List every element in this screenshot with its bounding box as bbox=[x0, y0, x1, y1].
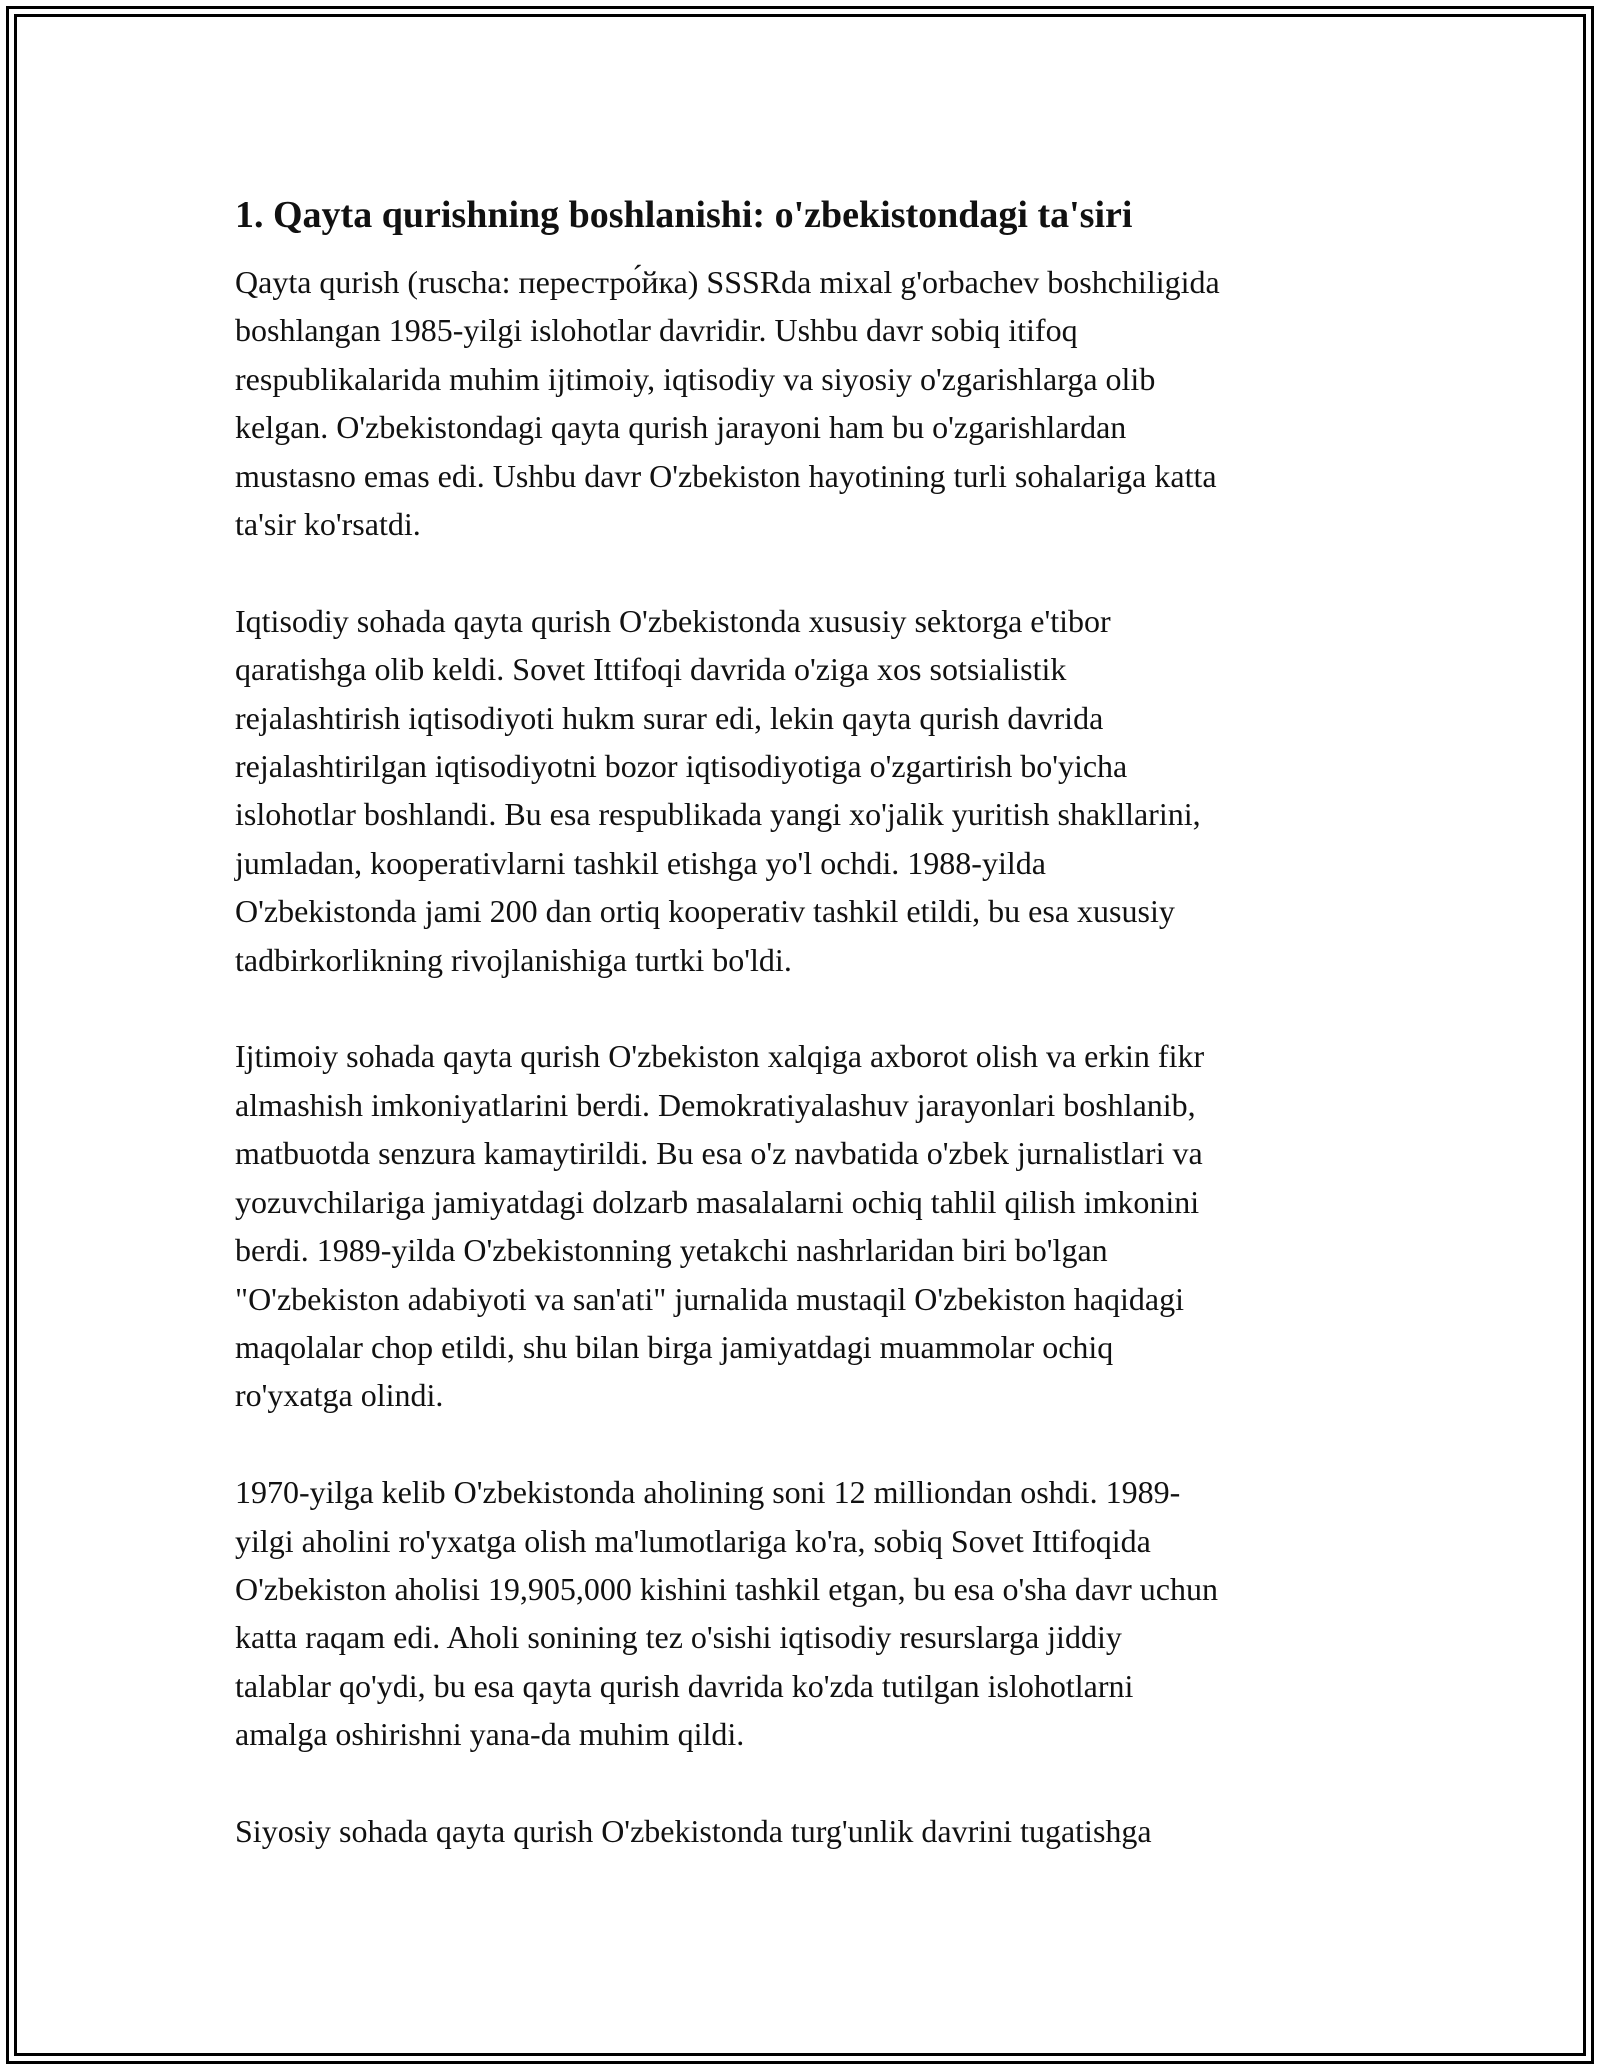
text-line: ta'sir ko'rsatdi. bbox=[235, 506, 421, 543]
text-line: maqolalar chop etildi, shu bilan birga jamiyatdagi muammolar ochiq bbox=[235, 1328, 1114, 1365]
text-line: talablar qo'ydi, bu esa qayta qurish davrida ko'zda tutilgan islohotlarni bbox=[235, 1667, 1134, 1704]
text-line: almashish imkoniyatlarini berdi. Demokratiyalashuv jarayonlari boshlanib, bbox=[235, 1086, 1196, 1123]
text-line: Iqtisodiy sohada qayta qurish O'zbekistonda xususiy sektorga e'tibor bbox=[235, 602, 1111, 639]
text-line: jumladan, kooperativlarni tashkil etishga yo'l ochdi. 1988-yilda bbox=[235, 844, 1046, 881]
text-line: berdi. 1989-yilda O'zbekistonning yetakchi nashrlaridan biri bo'lgan bbox=[235, 1232, 1108, 1269]
text-line: qaratishga olib keldi. Sovet Ittifoqi davrida o'ziga xos sotsialistik bbox=[235, 651, 1067, 688]
text-line: Siyosiy sohada qayta qurish O'zbekistonda turg'unlik davrini tugatishga bbox=[235, 1812, 1152, 1849]
text-line: O'zbekistonda jami 200 dan ortiq kooperativ tashkil etildi, bu esa xususiy bbox=[235, 893, 1175, 930]
paragraph-intro bbox=[235, 258, 1370, 548]
text-line: Qayta qurish (ruscha: перестро́йка) SSSRda mixal g'orbachev boshchiligida bbox=[235, 264, 1220, 300]
text-line: matbuotda senzura kamaytirildi. Bu esa o'z navbatida o'zbek jurnalistlari va bbox=[235, 1135, 1203, 1172]
paragraph-population bbox=[235, 1468, 1370, 1758]
text-line: respublikalarida muhim ijtimoiy, iqtisodiy va siyosiy o'zgarishlarga olib bbox=[235, 360, 1156, 397]
paragraph-political bbox=[235, 1807, 1370, 1855]
text-line: rejalashtirish iqtisodiyoti hukm surar edi, lekin qayta qurish davrida bbox=[235, 699, 1104, 736]
text-line: Ijtimoiy sohada qayta qurish O'zbekiston xalqiga axborot olish va erkin fikr bbox=[235, 1038, 1205, 1075]
text-line: kelgan. O'zbekistondagi qayta qurish jarayoni ham bu o'zgarishlardan bbox=[235, 409, 1127, 446]
text-line: mustasno emas edi. Ushbu davr O'zbekiston hayotining turli sohalariga katta bbox=[235, 457, 1217, 494]
paragraph-economic bbox=[235, 597, 1370, 984]
document-body bbox=[235, 190, 1370, 1904]
text-line: yozuvchilariga jamiyatdagi dolzarb masalalarni ochiq tahlil qilish imkonini bbox=[235, 1183, 1200, 1220]
text-line: "O'zbekiston adabiyoti va san'ati" jurnalida mustaqil O'zbekiston haqidagi bbox=[235, 1280, 1184, 1317]
text-line: tadbirkorlikning rivojlanishiga turtki bo'ldi. bbox=[235, 941, 792, 978]
text-line: yilgi aholini ro'yxatga olish ma'lumotlariga ko'ra, sobiq Sovet Ittifoqida bbox=[235, 1522, 1151, 1559]
text-line: 1970-yilga kelib O'zbekistonda aholining soni 12 milliondan oshdi. 1989- bbox=[235, 1474, 1181, 1511]
text-line: amalga oshirishni yana-da muhim qildi. bbox=[235, 1716, 745, 1753]
text-line: rejalashtirilgan iqtisodiyotni bozor iqtisodiyotiga o'zgartirish bo'yicha bbox=[235, 748, 1128, 785]
text-line: ro'yxatga olindi. bbox=[235, 1377, 444, 1414]
text-line: islohotlar boshlandi. Bu esa respublikada yangi xo'jalik yuritish shakllarini, bbox=[235, 796, 1201, 833]
page-title: 1. Qayta qurishning boshlanishi: o'zbekistondagi ta'siri bbox=[235, 194, 1133, 236]
paragraph-social bbox=[235, 1032, 1370, 1419]
text-line: boshlangan 1985-yilgi islohotlar davridir. Ushbu davr sobiq itifoq bbox=[235, 312, 1078, 349]
text-line: O'zbekiston aholisi 19,905,000 kishini tashkil etgan, bu esa o'sha davr uchun bbox=[235, 1570, 1218, 1607]
text-line: katta raqam edi. Aholi sonining tez o'sishi iqtisodiy resurslarga jiddiy bbox=[235, 1619, 1122, 1656]
